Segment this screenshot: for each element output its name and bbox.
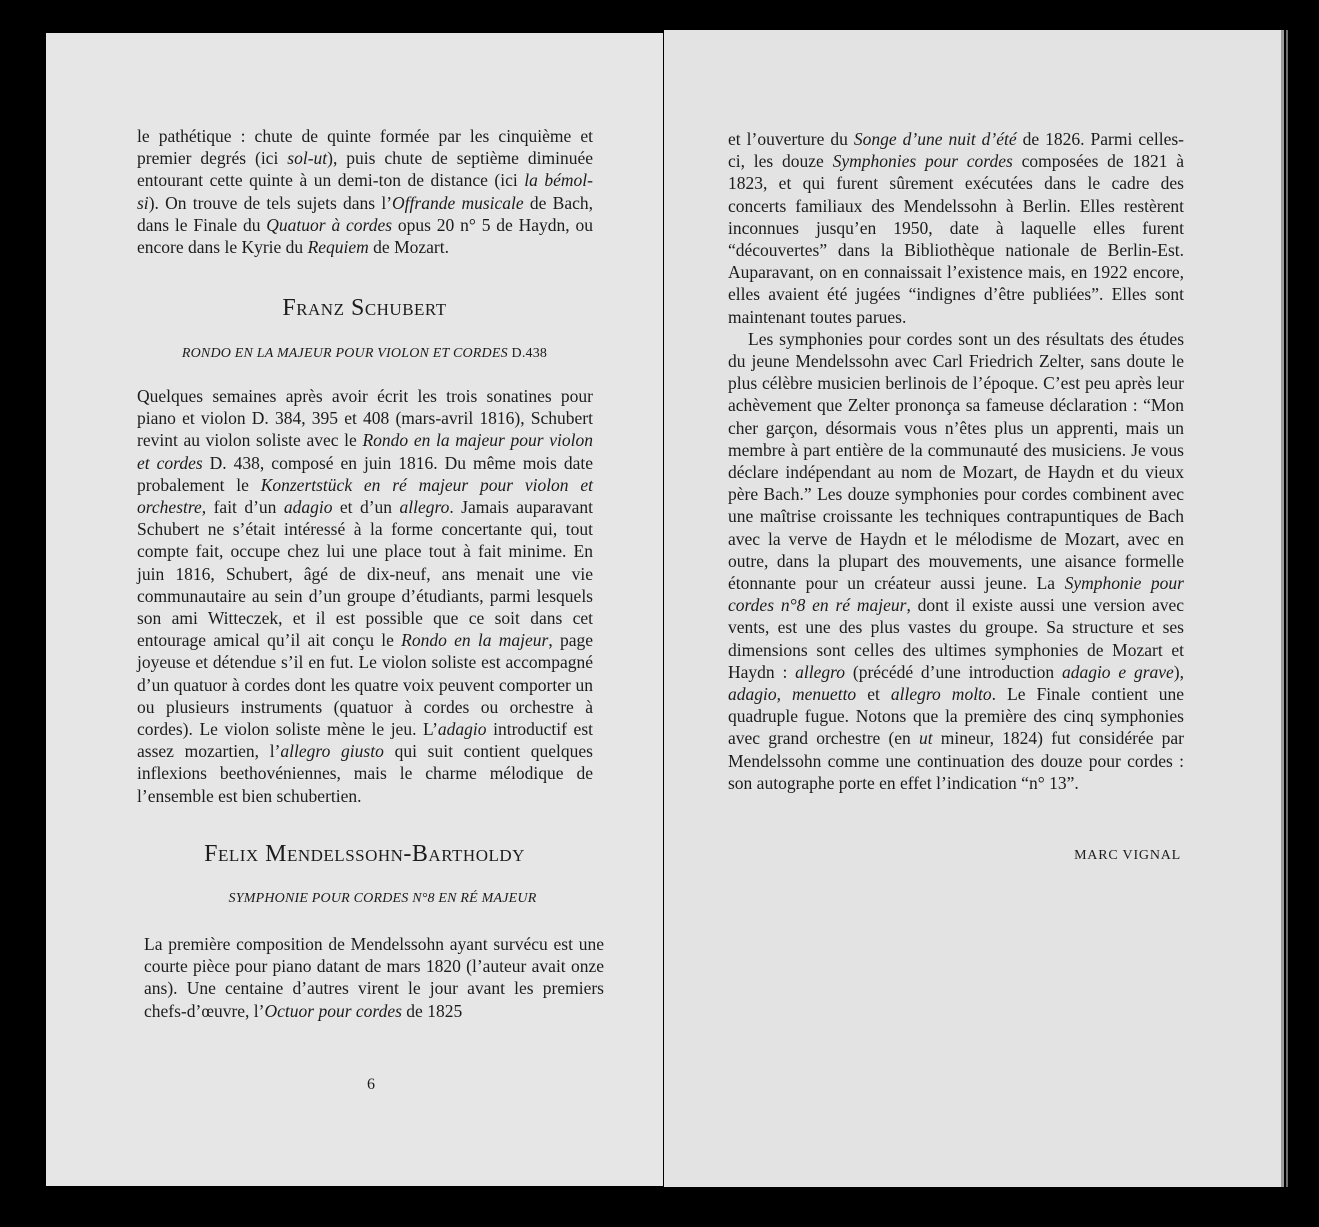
intro-paragraph [137, 125, 593, 258]
paragraph-text: Quelques semaines après avoir écrit les trois sonatines pour piano et violon D. 384, 395 et 408 (mars-avril 1816), Schubert revint au violon soliste avec le Rondo en la majeur pour violon et cordes D. 438, composé en juin 1816. Du même mois date probalement le Konzertstück en ré majeur pour violon et orchestre, fait d’un adagio et d’un allegro. Jamais auparavant Schubert ne s’était intéressé à la forme concertante qui, tout compte fait, occupe chez lui une place tout à fait minime. En juin 1816, Schubert, âgé de dix-neuf, ans menait une vie communautaire au sein d’un groupe d’étudiants, parmi lesquels son ami Witteczek, et il est possible que ce soit dans cet entourage amical qu’il ait conçu le Rondo en la majeur, page joyeuse et détendue s’il en fut. Le violon soliste est accompagné d’un quatuor à cordes dont les quatre voix peuvent comporter un ou plusieurs instruments (quatuor à cordes ou orchestre à cordes). Le violon soliste mène le jeu. L’adagio introductif est assez mozartien, l’allegro giusto qui suit contient quelques inflexions beethovéniennes, mais le charme mélodique de l’ensemble est bien schubertien. [137, 386, 594, 806]
paragraph-text: le pathétique : chute de quinte formée par les cinquième et premier degrés (ici sol-ut), puis chute de septième diminuée entourant cette quinte à un demi-ton de distance (ici la bémol-si). On trouve de tels sujets dans l’Offrande musicale de Bach, dans le Finale du Quatuor à cordes opus 20 n° 5 de Haydn, ou encore dans le Kyrie du Requiem de Mozart. [137, 126, 594, 258]
schubert-text [137, 385, 593, 807]
right-page [664, 30, 1281, 1187]
section-heading-schubert: Franz Schubert [282, 295, 447, 321]
paragraph-text: Les symphonies pour cordes sont un des résultats des études du jeune Mendelssohn avec Carl Friedrich Zelter, sans doute le plus célèbre musicien berlinois de l’époque. C’est peu après leur achèvement que Zelter prononça sa fameuse déclaration : “Mon cher garçon, désormais vous n’êtes plus un apprenti, mais un membre à part entière de la communauté des musiciens. Je vous déclare indépendant au nom de Mozart, de Haydn et du vieux père Bach.” Les douze symphonies pour cordes combinent avec une maîtrise croissante les techniques contrapuntiques de Bach avec la verve de Haydn et le mélodisme de Mozart, avec en outre, dans la plupart des mouvements, une aisance formelle étonnante pour un créateur aussi jeune. La Symphonie pour cordes n°8 en ré majeur, dont il existe aussi une version avec vents, est une des plus vastes du groupe. Sa structure et ses dimensions sont celles des ultimes symphonies de Mozart et Haydn : allegro (précédé d’une introduction adagio e grave), adagio, menuetto et allegro molto. Le Finale contient une quadruple fugue. Notons que la première des cinq symphonies avec grand orchestre (en ut mineur, 1824) fut considérée par Mendelssohn comme une continuation des douze pour cordes : son autographe porte en effet l’indication “n° 13”. [728, 328, 1184, 793]
work-title-mendelssohn: SYMPHONIE POUR CORDES N°8 EN RÉ MAJEUR [228, 891, 537, 906]
work-title-schubert: RONDO EN LA MAJEUR POUR VIOLON ET CORDES D.438 [181, 346, 548, 361]
author-signature: MARC VIGNAL [1074, 848, 1181, 863]
page-edge-shadow [1286, 30, 1288, 1187]
left-page [46, 33, 663, 1186]
mendelssohn-text-continued [728, 128, 1184, 794]
page-number: 6 [367, 1076, 375, 1093]
section-heading-mendelssohn: Felix Mendelssohn-Bartholdy [204, 841, 525, 867]
paragraph-text: La première composition de Mendelssohn ayant survécu est une courte pièce pour piano datant de mars 1820 (l’auteur avait onze ans). Une centaine d’autres virent le jour avant les premiers chefs-d’œuvre, l’Octuor pour cordes de 1825 [144, 934, 604, 1021]
mendelssohn-text [144, 933, 604, 1022]
page-edge [1281, 30, 1284, 1187]
paragraph-text: et l’ouverture du Songe d’une nuit d’été de 1826. Parmi celles-ci, les douze Symphonies pour cordes composées de 1821 à 1823, et qui furent sûrement exécutées dans le cadre des concerts familiaux des Mendelssohn à Berlin. Elles restèrent inconnues jusqu’en 1950, date à laquelle elles furent “découvertes” dans la Bibliothèque nationale de Berlin-Est. Auparavant, on en connaissait l’existence mais, en 1922 encore, elles avaient été jugées “indignes d’être publiées”. Elles sont maintenant toutes parues. [728, 129, 1184, 327]
